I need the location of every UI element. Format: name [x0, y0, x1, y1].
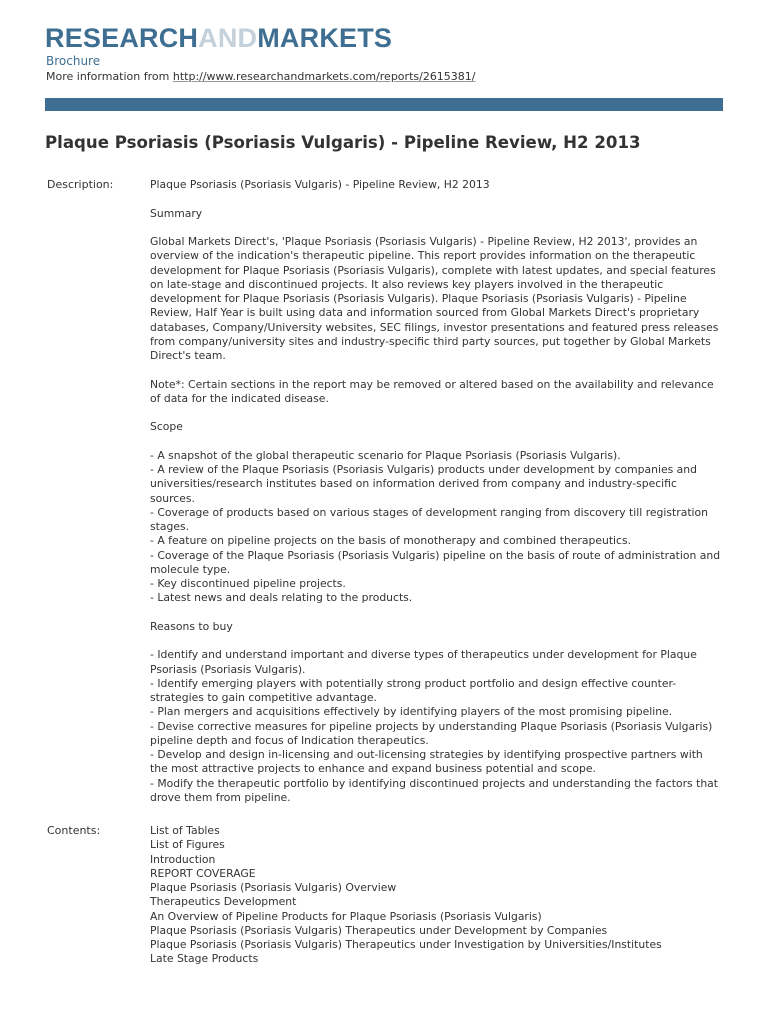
contents-item: Plaque Psoriasis (Psoriasis Vulgaris) Therapeutics under Development by Companies	[150, 923, 608, 937]
contents-label: Contents:	[47, 824, 101, 837]
contents-list	[150, 824, 722, 967]
description-label: Description:	[47, 178, 114, 191]
header-divider-bar	[45, 98, 723, 111]
logo-research: RESEARCH	[45, 23, 199, 53]
more-info-prefix: More information from	[46, 70, 170, 83]
reasons-heading: Reasons to buy	[150, 619, 233, 633]
contents-item: Introduction	[150, 852, 216, 866]
summary-heading: Summary	[150, 206, 203, 220]
note-paragraph: Note*: Certain sections in the report may be removed or altered based on the availability and relevance of data for the indicated disease.	[150, 377, 714, 405]
contents-item: REPORT COVERAGE	[150, 866, 256, 880]
description-title: Plaque Psoriasis (Psoriasis Vulgaris) - Pipeline Review, H2 2013	[150, 178, 490, 191]
report-title: Plaque Psoriasis (Psoriasis Vulgaris) - Pipeline Review, H2 2013	[45, 133, 641, 152]
reasons-list: - Identify and understand important and diverse types of therapeutics under development for Plaque Psoriasis (Psoriasis Vulgaris). - Identify emerging players with potentially strong product portfolio and design effective counter-strategies to gain competitive advantage. - Plan mergers and acquisitions effectively by identifying players of the most promising pipeline. - Devise corrective measures for pipeline projects by understanding Plaque Psoriasis (Psoriasis Vulgaris) pipeline depth and focus of Indication therapeutics. - Develop and design in-licensing and out-licensing strategies by identifying prospective partners with the most attractive projects to enhance and expand business potential and scope. - Modify the therapeutic portfolio by identifying discontinued projects and understanding the factors that drove them from pipeline.	[150, 648, 719, 804]
contents-item: List of Tables	[150, 824, 220, 837]
logo-and: AND	[198, 23, 258, 53]
summary-paragraph: Global Markets Direct's, 'Plaque Psoriasis (Psoriasis Vulgaris) - Pipeline Review, H2 2013', provides an overview of the indication's therapeutic pipeline. This report provides information on the therapeutic development for Plaque Psoriasis (Psoriasis Vulgaris), complete with latest updates, and special features on late-stage and discontinued projects. It also reviews key players involved in the therapeutic development for Plaque Psoriasis (Psoriasis Vulgaris). Plaque Psoriasis (Psoriasis Vulgaris) - Pipeline Review, Half Year is built using data and information sourced from Global Markets Direct's proprietary databases, Company/University websites, SEC filings, investor presentations and featured press releases from company/university sites and industry-specific third party sources, put together by Global Markets Direct's team.	[150, 235, 719, 362]
contents-item: Plaque Psoriasis (Psoriasis Vulgaris) Therapeutics under Investigation by Universities/Institutes	[150, 938, 662, 951]
brochure-label: Brochure	[46, 54, 101, 68]
scope-heading: Scope	[150, 420, 183, 434]
contents-item: Plaque Psoriasis (Psoriasis Vulgaris) Overview	[150, 881, 397, 894]
contents-item: Therapeutics Development	[150, 895, 297, 909]
scope-list: - A snapshot of the global therapeutic scenario for Plaque Psoriasis (Psoriasis Vulgaris). - A review of the Plaque Psoriasis (Psoriasis Vulgaris) products under development by companies and universities/research institutes based on information derived from company and industry-specific sources. - Coverage of products based on various stages of development ranging from discovery till registration stages. - A feature on pipeline projects on the basis of monotherapy and combined therapeutics. - Coverage of the Plaque Psoriasis (Psoriasis Vulgaris) pipeline on the basis of route of administration and molecule type. - Key discontinued pipeline projects. - Latest news and deals relating to the products.	[150, 448, 721, 605]
more-info-line	[46, 70, 476, 84]
researchandmarkets-logo	[45, 24, 392, 52]
contents-item: Late Stage Products	[150, 952, 259, 966]
contents-item: List of Figures	[150, 838, 225, 852]
report-link[interactable]: http://www.researchandmarkets.com/reports/2615381/	[172, 70, 476, 83]
logo-markets: MARKETS	[257, 23, 393, 53]
description-body	[150, 178, 722, 819]
contents-item: An Overview of Pipeline Products for Plaque Psoriasis (Psoriasis Vulgaris)	[150, 909, 542, 923]
